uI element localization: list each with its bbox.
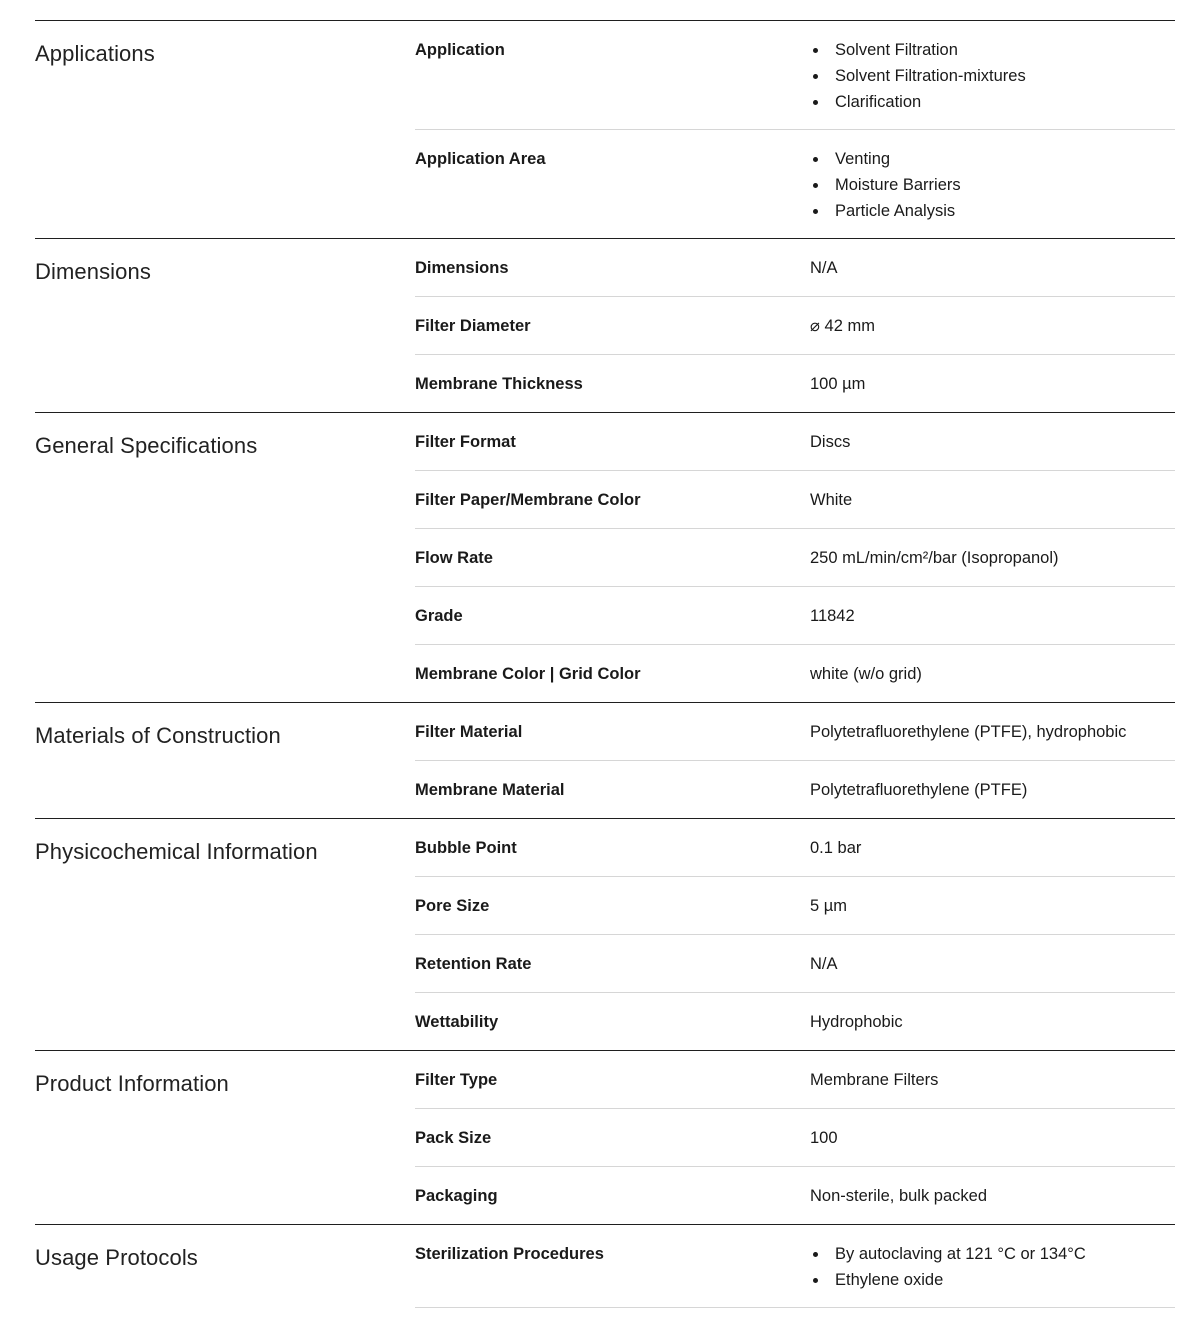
spec-row-flow-rate — [415, 529, 1175, 587]
spec-row-pack-size — [415, 1109, 1175, 1167]
spec-value — [810, 40, 1175, 115]
spec-value: Polytetrafluorethylene (PTFE) — [810, 781, 1028, 799]
section-rows — [415, 413, 1175, 702]
spec-value — [810, 149, 1175, 224]
section-materials-of-construction — [35, 702, 1175, 818]
section-rows — [415, 819, 1175, 1050]
spec-label: Bubble Point — [415, 839, 517, 857]
spec-value: White — [810, 491, 853, 509]
spec-label: Pack Size — [415, 1129, 492, 1147]
spec-row-packaging — [415, 1167, 1175, 1224]
spec-row-membrane-thickness — [415, 355, 1175, 412]
section-product-information — [35, 1050, 1175, 1224]
section-rows — [415, 21, 1175, 238]
spec-label: Packaging — [415, 1187, 498, 1205]
spec-label: Grade — [415, 607, 463, 625]
spec-label: Retention Rate — [415, 955, 532, 973]
spec-label: Sterilization Procedures — [415, 1245, 604, 1263]
spec-label: Filter Paper/Membrane Color — [415, 491, 641, 509]
section-rows — [415, 1051, 1175, 1224]
spec-value-list — [810, 37, 1175, 115]
spec-row-filter-format — [415, 413, 1175, 471]
spec-row-pore-size — [415, 877, 1175, 935]
spec-value — [810, 1244, 1175, 1293]
spec-row-dimensions — [415, 239, 1175, 297]
spec-label: Filter Material — [415, 723, 523, 741]
spec-value: Discs — [810, 433, 851, 451]
spec-label: Filter Type — [415, 1071, 498, 1089]
spec-label: Application — [415, 41, 505, 59]
spec-value: 100 — [810, 1129, 838, 1147]
spec-value-list-item: Ethylene oxide — [835, 1267, 1175, 1293]
spec-label: Membrane Color | Grid Color — [415, 665, 641, 683]
spec-row-wettability — [415, 993, 1175, 1050]
spec-row-filter-diameter — [415, 297, 1175, 355]
spec-value: Membrane Filters — [810, 1071, 939, 1089]
section-title: Applications — [35, 41, 155, 66]
section-title: Physicochemical Information — [35, 839, 318, 864]
section-rows — [415, 239, 1175, 412]
section-physicochemical-information — [35, 818, 1175, 1050]
spec-value-list-item: By autoclaving at 121 °C or 134°C — [835, 1241, 1175, 1267]
section-title: Dimensions — [35, 259, 151, 284]
spec-value: Polytetrafluorethylene (PTFE), hydrophobic — [810, 723, 1127, 741]
spec-row-bubble-point — [415, 819, 1175, 877]
section-rows — [415, 703, 1175, 818]
spec-value: N/A — [810, 259, 838, 277]
spec-row-filter-material — [415, 703, 1175, 761]
spec-row-application — [415, 21, 1175, 130]
spec-label: Filter Diameter — [415, 317, 531, 335]
spec-label: Membrane Thickness — [415, 375, 583, 393]
spec-value-list-item: Venting — [835, 146, 1175, 172]
spec-row-membrane-material — [415, 761, 1175, 818]
section-general-specifications — [35, 412, 1175, 702]
spec-row-filter-paper-membrane-color — [415, 471, 1175, 529]
spec-value: white (w/o grid) — [810, 665, 922, 683]
spec-value: 5 µm — [810, 897, 848, 915]
spec-value-list-item: Solvent Filtration — [835, 37, 1175, 63]
spec-row-application-area — [415, 130, 1175, 238]
spec-value: 250 mL/min/cm²/bar (Isopropanol) — [810, 549, 1059, 567]
spec-value-list-item: Clarification — [835, 89, 1175, 115]
spec-label: Membrane Material — [415, 781, 565, 799]
spec-value-list-item: Moisture Barriers — [835, 172, 1175, 198]
section-dimensions — [35, 238, 1175, 412]
spec-value: Hydrophobic — [810, 1013, 903, 1031]
spec-row-retention-rate — [415, 935, 1175, 993]
section-rows — [415, 1225, 1175, 1308]
spec-value-list-item: Particle Analysis — [835, 198, 1175, 224]
section-title: Materials of Construction — [35, 723, 281, 748]
spec-label: Application Area — [415, 150, 546, 168]
spec-value: 100 µm — [810, 375, 866, 393]
section-usage-protocols — [35, 1224, 1175, 1308]
spec-value-list — [810, 1241, 1175, 1293]
spec-value: N/A — [810, 955, 838, 973]
spec-label: Dimensions — [415, 259, 509, 277]
spec-label: Pore Size — [415, 897, 490, 915]
spec-value-list — [810, 146, 1175, 224]
spec-label: Flow Rate — [415, 549, 493, 567]
spec-row-sterilization-procedures — [415, 1225, 1175, 1308]
spec-value: ⌀ 42 mm — [810, 317, 875, 335]
spec-label: Wettability — [415, 1013, 499, 1031]
spec-value: 0.1 bar — [810, 839, 862, 857]
section-applications — [35, 20, 1175, 238]
spec-value: Non-sterile, bulk packed — [810, 1187, 988, 1205]
section-title: Product Information — [35, 1071, 229, 1096]
spec-value: 11842 — [810, 607, 855, 625]
specification-table — [35, 20, 1175, 1308]
spec-label: Filter Format — [415, 433, 516, 451]
spec-row-membrane-color-grid-color — [415, 645, 1175, 702]
spec-row-grade — [415, 587, 1175, 645]
spec-value-list-item: Solvent Filtration-mixtures — [835, 63, 1175, 89]
section-title: Usage Protocols — [35, 1245, 198, 1270]
section-title: General Specifications — [35, 433, 258, 458]
spec-row-filter-type — [415, 1051, 1175, 1109]
